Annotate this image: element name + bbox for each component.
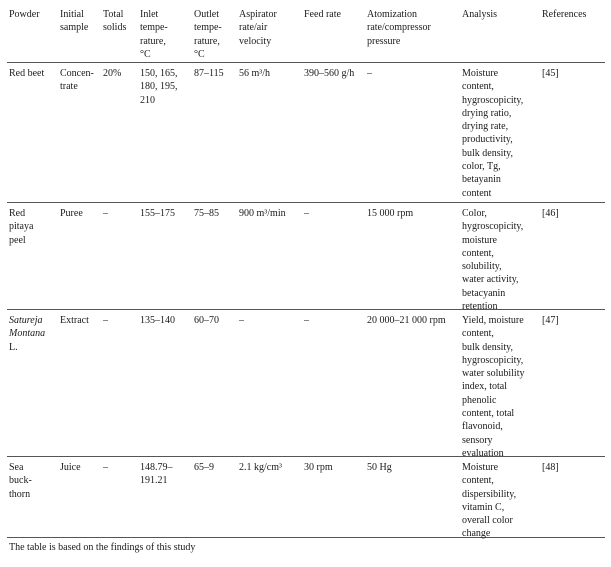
cell-powder <box>9 314 55 354</box>
cell-initial-sample: Juice <box>60 462 81 473</box>
header-references: References <box>542 9 587 20</box>
header-analysis: Analysis <box>462 9 497 20</box>
table-row <box>7 310 605 457</box>
table-footnote: The table is based on the findings of this study <box>9 542 196 553</box>
cell-feed-rate: 390–560 g/h <box>304 68 355 79</box>
cell-powder-author: L. <box>9 341 18 353</box>
header-atomization-rate: Atomization rate/compressor pressure <box>367 9 431 47</box>
table-header <box>7 4 605 63</box>
cell-outlet-temperature: 60–70 <box>194 315 219 326</box>
table-row <box>7 203 605 313</box>
cell-reference: [48] <box>542 462 559 473</box>
cell-analysis: Yield, moisture content, bulk density, hygroscopicity, water solubility index, total phenolic content, total flavonoid, sensory evaluation <box>462 315 525 459</box>
cell-reference: [47] <box>542 315 559 326</box>
cell-atomization-rate: 20 000–21 000 rpm <box>367 315 446 326</box>
cell-outlet-temperature: 65–9 <box>194 462 214 473</box>
cell-reference: [46] <box>542 208 559 219</box>
cell-analysis: Moisture content, dispersibility, vitamin C, overall color change <box>462 462 517 540</box>
cell-inlet-temperature: 155–175 <box>140 208 175 219</box>
header-feed-rate: Feed rate <box>304 9 341 20</box>
cell-outlet-temperature: 87–115 <box>194 68 224 79</box>
cell-atomization-rate: 50 Hg <box>367 462 392 473</box>
cell-total-solids: – <box>103 462 108 473</box>
cell-analysis: Color, hygroscopicity, moisture content, solubility, water activity, betacyanin retention <box>462 208 524 313</box>
cell-aspirator-rate: 900 m³/min <box>239 208 286 219</box>
cell-total-solids: – <box>103 315 108 326</box>
cell-aspirator-rate: 56 m³/h <box>239 68 271 79</box>
cell-initial-sample: Extract <box>60 315 89 326</box>
cell-powder-species: Satureja Montana <box>9 315 46 340</box>
cell-analysis: Moisture content, hygroscopicity, drying ratio, drying rate, productivity, bulk density, color, Tg, betayanin content <box>462 68 524 199</box>
header-outlet-temperature: Outlet tempe- rature, °C <box>194 9 222 60</box>
header-aspirator-rate: Aspirator rate/air velocity <box>239 9 277 47</box>
header-initial-sample: Initial sample <box>60 9 89 34</box>
cell-feed-rate: – <box>304 208 309 219</box>
cell-outlet-temperature: 75–85 <box>194 208 219 219</box>
cell-aspirator-rate: 2.1 kg/cm³ <box>239 462 282 473</box>
cell-feed-rate: – <box>304 315 309 326</box>
cell-inlet-temperature: 148.79– 191.21 <box>140 462 173 487</box>
cell-aspirator-rate: – <box>239 315 244 326</box>
header-inlet-temperature: Inlet tempe- rature, °C <box>140 9 168 60</box>
header-total-solids: Total solids <box>103 9 127 34</box>
table-row <box>7 63 605 203</box>
cell-powder: Sea buck- thorn <box>9 462 32 500</box>
header-powder: Powder <box>9 9 40 20</box>
cell-powder: Red beet <box>9 68 45 79</box>
cell-inlet-temperature: 135–140 <box>140 315 175 326</box>
cell-initial-sample: Puree <box>60 208 83 219</box>
cell-total-solids: – <box>103 208 108 219</box>
cell-powder: Red pitaya peel <box>9 208 34 246</box>
cell-total-solids: 20% <box>103 68 122 79</box>
cell-initial-sample: Concen- trate <box>60 68 94 93</box>
cell-reference: [45] <box>542 68 559 79</box>
table-row <box>7 457 605 538</box>
cell-feed-rate: 30 rpm <box>304 462 333 473</box>
cell-atomization-rate: 15 000 rpm <box>367 208 414 219</box>
cell-atomization-rate: – <box>367 68 372 79</box>
cell-inlet-temperature: 150, 165, 180, 195, 210 <box>140 68 178 106</box>
